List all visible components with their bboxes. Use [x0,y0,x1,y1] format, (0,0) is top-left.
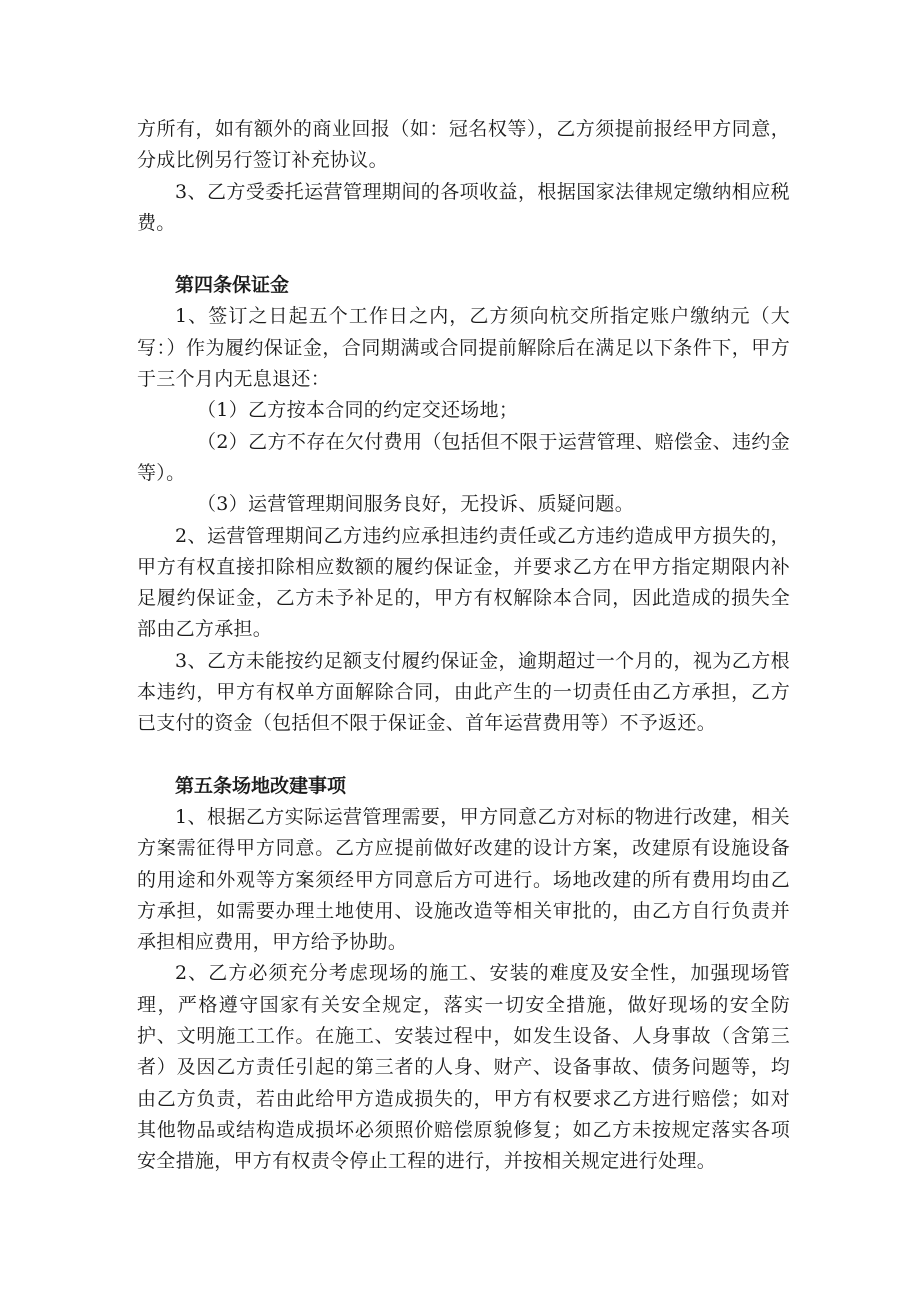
art4-paragraph-1: 1、签订之日起五个工作日之内，乙方须向杭交所指定账户缴纳元（大写：）作为履约保证金，合同期满或合同提前解除后在满足以下条件下，甲方于三个月内无息退还： [137,305,790,391]
art4-condition-2: （2）乙方不存在欠付费用（包括但不限于运营管理、赔偿金、违约金等）。 [137,430,790,484]
art4-title: 第四条保证金 [175,274,290,297]
section-gap [137,239,790,270]
art5-title: 第五条场地改建事项 [175,774,347,797]
section-gap [137,740,790,771]
art3-paragraph-3: 3、乙方受委托运营管理期间的各项收益，根据国家法律规定缴纳相应税费。 [137,180,790,234]
art3-paragraph-2-continued: 方所有，如有额外的商业回报（如：冠名权等），乙方须提前报经甲方同意，分成比例另行签订补充协议。 [137,118,790,172]
art4-condition-3: （3）运营管理期间服务良好，无投诉、质疑问题。 [197,493,634,516]
art4-paragraph-2: 2、运营管理期间乙方违约应承担违约责任或乙方违约造成甲方损失的，甲方有权直接扣除相应数额的履约保证金，并要求乙方在甲方指定期限内补足履约保证金，乙方未予补足的，甲方有权解除本合同，因此造成的损失全部由乙方承担。 [137,524,790,641]
art4-condition-1: （1）乙方按本合同的约定交还场地； [197,399,519,422]
art4-paragraph-3: 3、乙方未能按约足额支付履约保证金，逾期超过一个月的，视为乙方根本违约，甲方有权单方面解除合同，由此产生的一切责任由乙方承担，乙方已支付的资金（包括但不限于保证金、首年运营费用等）不予返还。 [137,649,790,735]
art5-paragraph-2: 2、乙方必须充分考虑现场的施工、安装的难度及安全性，加强现场管理，严格遵守国家有关安全规定，落实一切安全措施，做好现场的安全防护、文明施工工作。在施工、安装过程中，如发生设备、人身事故（含第三者）及因乙方责任引起的第三者的人身、财产、设备事故、债务问题等，均由乙方负责，若由此给甲方造成损失的，甲方有权要求乙方进行赔偿；如对其他物品或结构造成损坏必须照价赔偿原貌修复；如乙方未按规定落实各项安全措施，甲方有权责令停止工程的进行，并按相关规定进行处理。 [137,962,790,1173]
art5-paragraph-1: 1、根据乙方实际运营管理需要，甲方同意乙方对标的物进行改建，相关方案需征得甲方同意。乙方应提前做好改建的设计方案，改建原有设施设备的用途和外观等方案须经甲方同意后方可进行。场地改建的所有费用均由乙方承担，如需要办理土地使用、设施改造等相关审批的，由乙方自行负责并承担相应费用，甲方给予协助。 [137,805,790,954]
